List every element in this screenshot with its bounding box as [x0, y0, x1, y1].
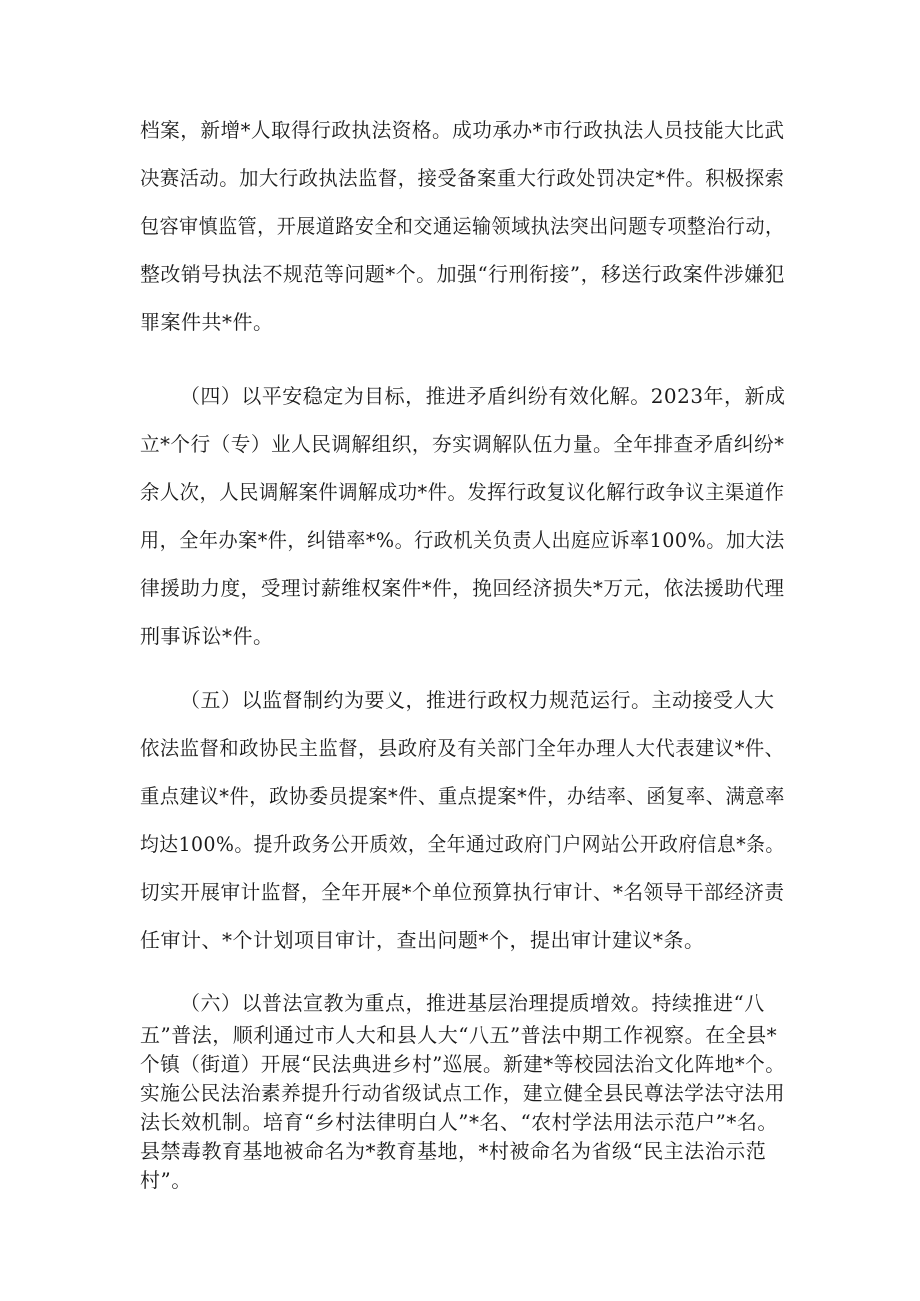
text-line: 余人次，人民调解案件调解成功*件。发挥行政复议化解行政争议主渠道作 — [140, 480, 785, 504]
text-line: 实施公民法治素养提升行动省级试点工作，建立健全县民尊法学法守法用 — [140, 1081, 785, 1105]
text-line: 重点建议*件，政协委员提案*件、重点提案*件，办结率、函复率、满意率 — [140, 784, 785, 808]
text-line: 切实开展审计监督，全年开展*个单位预算执行审计、*名领导干部经济责 — [140, 880, 785, 904]
text-line: 刑事诉讼*件。 — [140, 624, 274, 648]
text-line: 均达100%。提升政务公开质效，全年通过政府门户网站公开政府信息*条。 — [140, 832, 785, 856]
text-line: 包容审慎监管，开展道路安全和交通运输领域执法突出问题专项整治行动， — [140, 214, 785, 238]
paragraph-enforcement — [140, 106, 785, 346]
text-line: 任审计、*个计划项目审计，查出问题*个，提出审计建议*条。 — [140, 928, 705, 952]
section-heading-line: （六）以普法宣教为重点，推进基层治理提质增效。持续推进“八 — [180, 991, 765, 1015]
text-line: 立*个行（专）业人民调解组织，夯实调解队伍力量。全年排查矛盾纠纷* — [140, 432, 785, 456]
section-heading-line: （五）以监督制约为要义，推进行政权力规范运行。主动接受人大 — [180, 688, 775, 712]
text-line: 用，全年办案*件，纠错率*%。行政机关负责人出庭应诉率100%。加大法 — [140, 528, 785, 552]
text-line: 依法监督和政协民主监督，县政府及有关部门全年办理人大代表建议*件、 — [140, 736, 785, 760]
text-line: 整改销号执法不规范等问题*个。加强“行刑衔接”，移送行政案件涉嫌犯 — [140, 262, 785, 286]
text-line: 档案，新增*人取得行政执法资格。成功承办*市行政执法人员技能大比武 — [140, 118, 785, 142]
section-heading-line: （四）以平安稳定为目标，推进矛盾纠纷有效化解。2023年，新成 — [179, 384, 786, 408]
text-line: 律援助力度，受理讨薪维权案件*件，挽回经济损失*万元，依法援助代理 — [140, 576, 785, 600]
paragraph-section-5 — [140, 676, 785, 964]
text-line: 法长效机制。培育“乡村法律明白人”*名、“农村学法用法示范户”*名。 — [140, 1110, 778, 1134]
text-line: 个镇（街道）开展“民法典进乡村”巡展。新建*等校园法治文化阵地*个。 — [140, 1052, 786, 1076]
paragraph-section-4 — [140, 372, 785, 660]
text-line: 五”普法，顺利通过市人大和县人大“八五”普法中期工作视察。在全县* — [140, 1023, 778, 1047]
text-line: 决赛活动。加大行政执法监督，接受备案重大行政处罚决定*件。积极探索 — [140, 166, 785, 190]
text-line: 村”。 — [140, 1168, 192, 1192]
paragraph-section-6 — [140, 985, 785, 1195]
text-line: 县禁毒教育基地被命名为*教育基地，*村被命名为省级“民主法治示范 — [140, 1139, 767, 1163]
text-line: 罪案件共*件。 — [140, 310, 274, 334]
